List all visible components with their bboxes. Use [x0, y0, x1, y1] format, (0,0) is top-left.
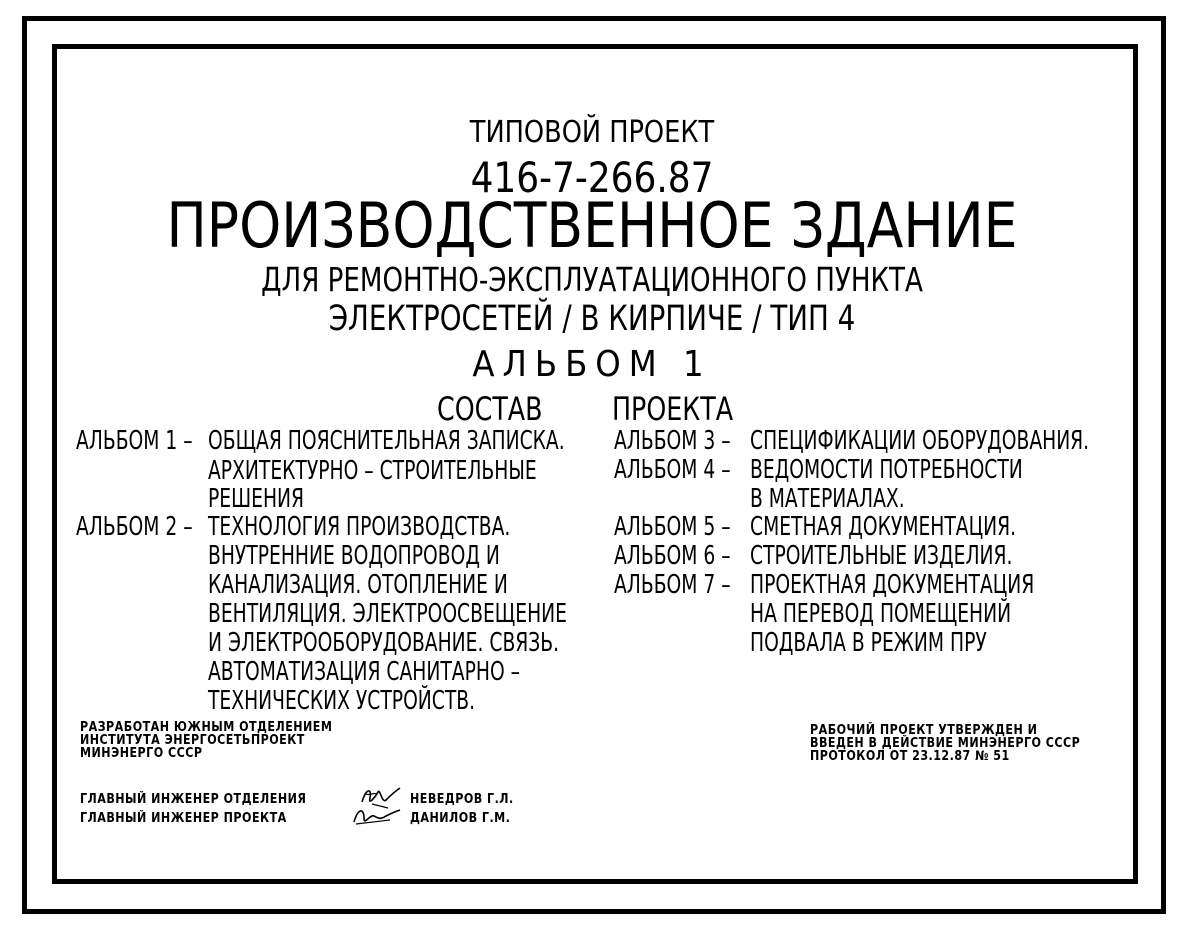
approval-line: РАБОЧИЙ ПРОЕКТ УТВЕРЖДЕН И — [810, 723, 1038, 738]
composition-title-left: СОСТАВ — [437, 390, 543, 428]
project-type: ТИПОВОЙ ПРОЕКТ — [469, 115, 715, 150]
approval-line: ВВЕДЕН В ДЕЙСТВИЕ МИНЭНЕРГО СССР — [810, 736, 1081, 751]
signature-role: ГЛАВНЫЙ ИНЖЕНЕР ОТДЕЛЕНИЯ — [80, 792, 307, 807]
project-code: 416-7-266.87 — [470, 153, 714, 202]
album-line: ТЕХНИЧЕСКИХ УСТРОЙСТВ. — [208, 686, 476, 716]
album-line: СПЕЦИФИКАЦИИ ОБОРУДОВАНИЯ. — [750, 426, 1090, 456]
album-line: НА ПЕРЕВОД ПОМЕЩЕНИЙ — [750, 599, 1012, 629]
album-label-5: АЛЬБОМ 5 – — [614, 512, 731, 542]
developer-line: РАЗРАБОТАН ЮЖНЫМ ОТДЕЛЕНИЕМ — [80, 720, 333, 735]
subtitle-1: ДЛЯ РЕМОНТНО-ЭКСПЛУАТАЦИОННОГО ПУНКТА — [261, 260, 923, 299]
composition-title-right: ПРОЕКТА — [612, 390, 734, 428]
album-line: ПРОЕКТНАЯ ДОКУМЕНТАЦИЯ — [750, 570, 1035, 600]
album-line: И ЭЛЕКТРООБОРУДОВАНИЕ. СВЯЗЬ. — [208, 628, 560, 658]
subtitle-2: ЭЛЕКТРОСЕТЕЙ / В КИРПИЧЕ / ТИП 4 — [328, 299, 856, 339]
album-label-4: АЛЬБОМ 4 – — [614, 455, 731, 485]
album-label-6: АЛЬБОМ 6 – — [614, 541, 731, 571]
building-name: ПРОИЗВОДСТВЕННОЕ ЗДАНИЕ — [166, 189, 1018, 262]
album-line: СТРОИТЕЛЬНЫЕ ИЗДЕЛИЯ. — [750, 541, 1013, 571]
album-label-7: АЛЬБОМ 7 – — [614, 570, 731, 600]
signature-role: ГЛАВНЫЙ ИНЖЕНЕР ПРОЕКТА — [80, 811, 287, 826]
album-label-3: АЛЬБОМ 3 – — [614, 426, 731, 456]
developer-line: МИНЭНЕРГО СССР — [80, 746, 203, 761]
album-title: АЛЬБОМ 1 — [472, 344, 712, 385]
album-line: КАНАЛИЗАЦИЯ. ОТОПЛЕНИЕ И — [208, 570, 508, 600]
album-line: АВТОМАТИЗАЦИЯ САНИТАРНО – — [208, 657, 520, 687]
album-line: ПОДВАЛА В РЕЖИМ ПРУ — [750, 628, 987, 658]
album-line: АРХИТЕКТУРНО – СТРОИТЕЛЬНЫЕ — [208, 456, 537, 486]
album-line: ВНУТРЕННИЕ ВОДОПРОВОД И — [208, 541, 500, 571]
signature-icon — [350, 806, 404, 828]
signature-name: ДАНИЛОВ Г.М. — [410, 811, 511, 826]
album-label-2: АЛЬБОМ 2 – — [76, 512, 193, 542]
album-line: В МАТЕРИАЛАХ. — [750, 484, 905, 514]
album-line: СМЕТНАЯ ДОКУМЕНТАЦИЯ. — [750, 512, 1017, 542]
album-line: ОБЩАЯ ПОЯСНИТЕЛЬНАЯ ЗАПИСКА. — [208, 426, 565, 456]
album-line: ТЕХНОЛОГИЯ ПРОИЗВОДСТВА. — [208, 512, 511, 542]
signature-name: НЕВЕДРОВ Г.Л. — [410, 792, 514, 807]
album-line: ВЕДОМОСТИ ПОТРЕБНОСТИ — [750, 455, 1023, 485]
album-line: ВЕНТИЛЯЦИЯ. ЭЛЕКТРООСВЕЩЕНИЕ — [208, 599, 567, 629]
approval-line: ПРОТОКОЛ ОТ 23.12.87 № 51 — [810, 749, 1010, 764]
album-label-1: АЛЬБОМ 1 – — [76, 426, 193, 456]
album-line: РЕШЕНИЯ — [208, 484, 305, 514]
developer-line: ИНСТИТУТА ЭНЕРГОСЕТЬПРОЕКТ — [80, 733, 305, 748]
